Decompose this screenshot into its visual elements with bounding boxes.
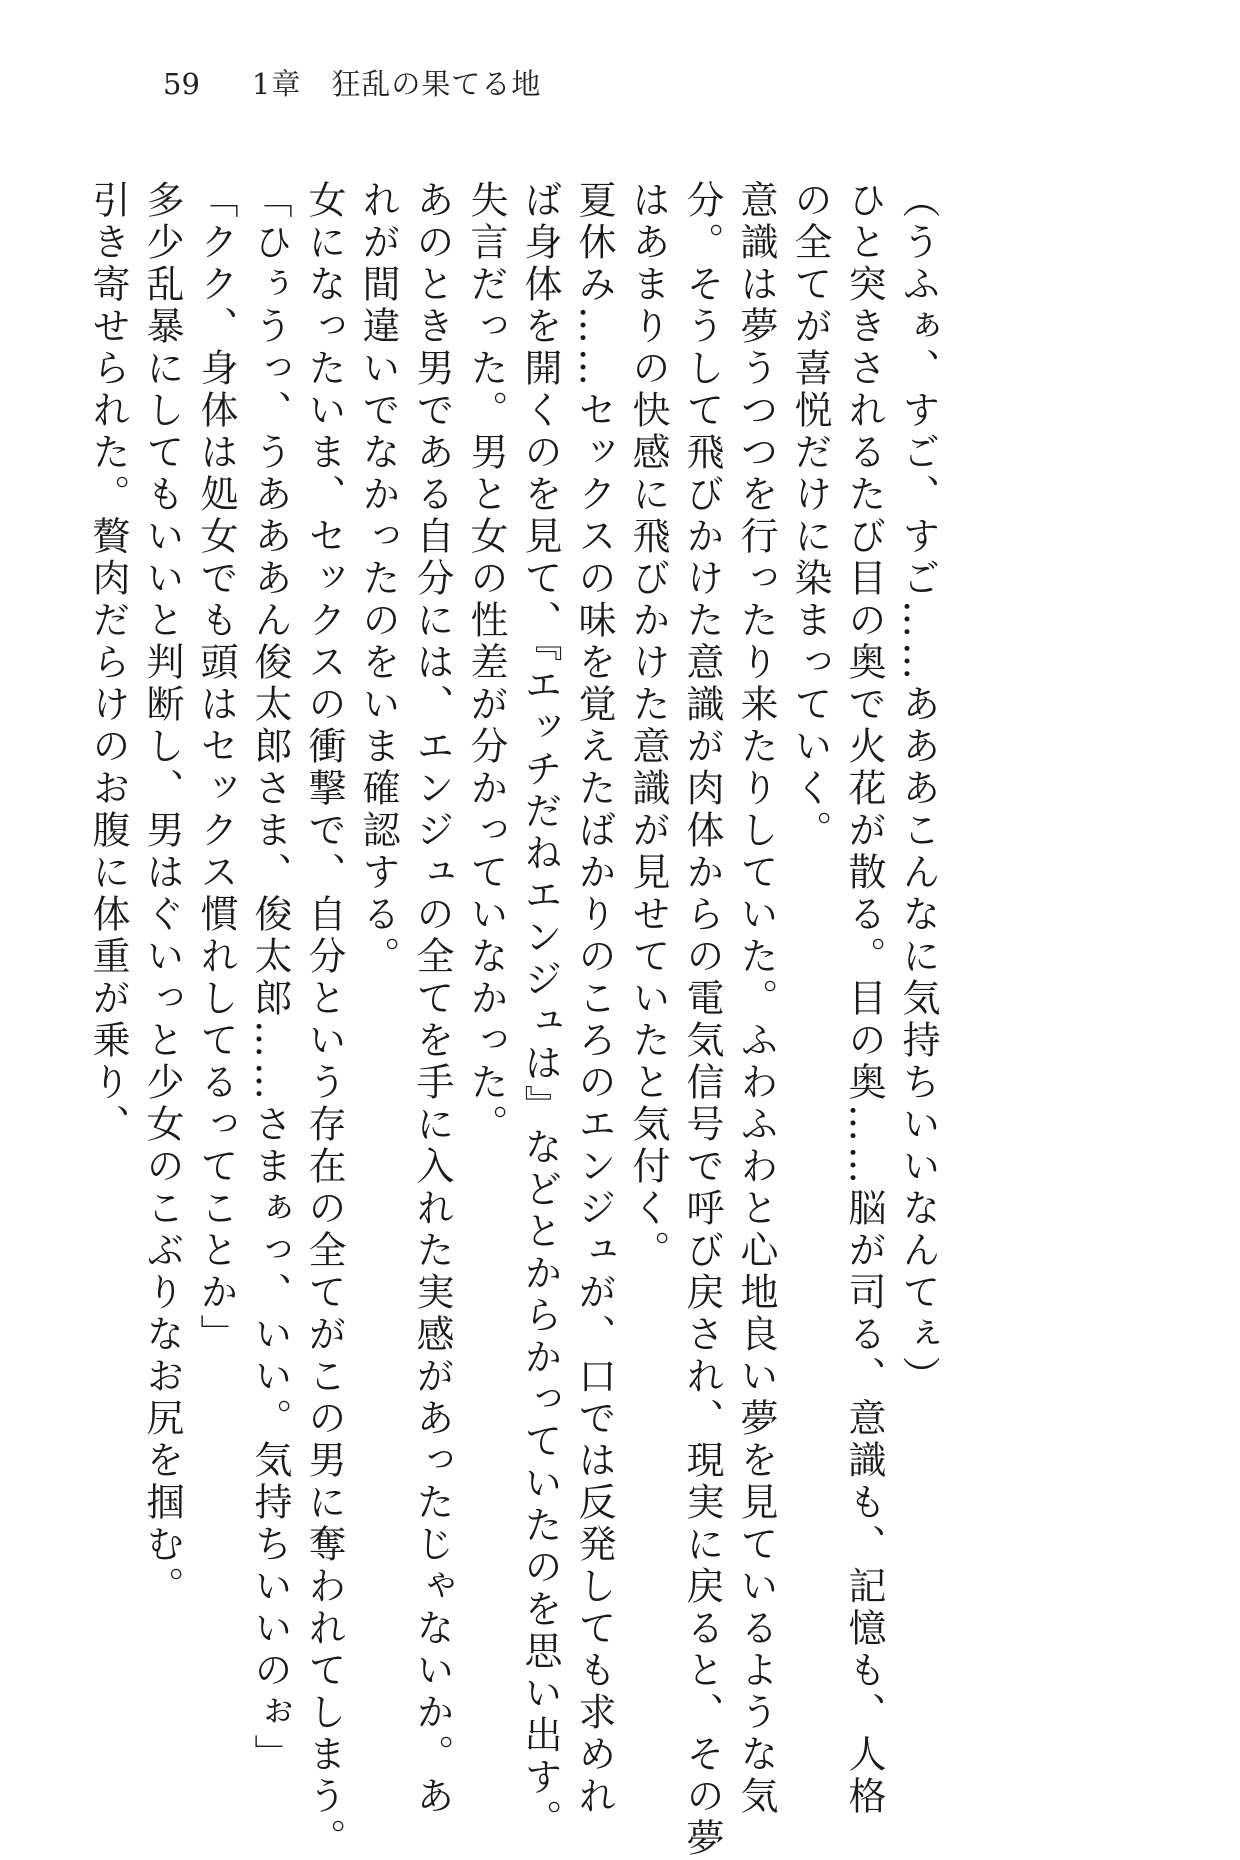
text-line: 「クク、身体は処女でも頭はセックス慣れしてるってことか」 [194,180,238,1356]
text-line: の全てが喜悦だけに染まっていく。 [788,180,832,852]
text-line: れが間違いでなかったのをいま確認する。 [356,180,400,978]
text-line: 「ひぅうっ、うあああん俊太郎さま、俊太郎……さまぁっ、いい。気持ちいいのぉ」 [248,180,292,1776]
text-line: 意識は夢うつつを行ったり来たりしていた。ふわふわと心地良い夢を見ているような気 [734,180,778,1818]
text-line: ば身体を開くのを見て、『エッチだねエンジュは』などとからかっていたのを思い出す。 [518,180,562,1841]
text-line: 多少乱暴にしてもいいと判断し、男はぐいっと少女のこぶりなお尻を掴む。 [140,180,184,1608]
page-number: 59 [163,67,200,101]
page-header [163,64,541,104]
text-line: 失言だった。男と女の性差が分かっていなかった。 [464,180,508,1146]
text-line: はあまりの快感に飛びかけた意識が見せていたと気付く。 [626,180,670,1272]
text-line: （うふぁ、すご、すご……あああこんなに気持ちいいなんてぇ） [896,180,940,1398]
text-line: 夏休み……セックスの味を覚えたばかりのころのエンジュが、口では反発しても求めれ [572,180,616,1818]
body-text [81,180,945,1860]
text-line: 女になったいま、セックスの衝撃で、自分という存在の全てがこの男に奪われてしまう。 [302,180,346,1860]
text-line: ひと突きされるたび目の奥で火花が散る。目の奥……脳が司る、意識も、記憶も、人格 [842,180,886,1818]
text-line: あのとき男である自分には、エンジュの全てを手に入れた実感があったじゃないか。あ [410,180,454,1818]
text-line: 引き寄せられた。贅肉だらけのお腹に体重が乗り、 [86,180,130,1146]
text-line: 分。そうして飛びかけた意識が肉体からの電気信号で呼び戻され、現実に戻ると、その夢 [680,180,724,1860]
chapter-title: 1章 狂乱の果てる地 [251,67,542,101]
